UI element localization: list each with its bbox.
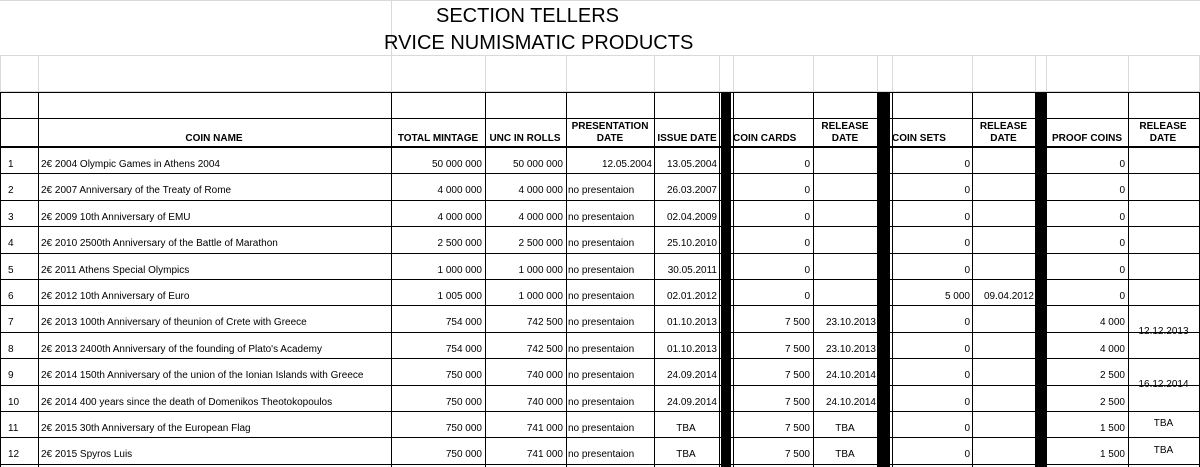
total-mintage-cell: 750 000: [445, 370, 482, 381]
coin-cards-cell: 0: [804, 238, 810, 249]
proof-coins-cell: 0: [1119, 265, 1125, 276]
gridline: [1046, 55, 1047, 93]
row-border: [0, 200, 1200, 201]
issue-date-cell: 25.10.2010: [666, 238, 717, 249]
presentation-date-cell: no presentaion: [568, 370, 635, 381]
presentation-date-cell: no presentaion: [568, 185, 635, 196]
presentation-date-cell: no presentaion: [568, 291, 635, 302]
row-border: [0, 358, 1200, 359]
header-issue-date: ISSUE DATE: [657, 133, 717, 144]
total-mintage-cell: 50 000 000: [431, 159, 482, 170]
issue-date-cell: 01.10.2013: [666, 317, 717, 328]
coin-sets-cell: 0: [964, 449, 970, 460]
coin-name-cell: 2€ 2004 Olympic Games in Athens 2004: [41, 159, 220, 170]
coin-cards-cell: 7 500: [784, 423, 810, 434]
table-border: [0, 92, 1200, 93]
unc-in-rolls-cell: 741 000: [526, 449, 563, 460]
column-border: [38, 147, 39, 467]
coin-cards-cell: 7 500: [784, 344, 810, 355]
issue-date-cell: 30.05.2011: [667, 265, 717, 276]
coin-cards-cell: 7 500: [784, 397, 810, 408]
proof-coins-cell: 1 500: [1099, 423, 1125, 434]
coin-sets-cell: 0: [964, 212, 970, 223]
coin-name-cell: 2€ 2007 Anniversary of the Treaty of Rome: [41, 185, 232, 196]
row-number: 8: [8, 344, 14, 355]
coin-sets-cell: 0: [964, 423, 970, 434]
gridline: [0, 0, 1200, 1]
presentation-date-cell: no presentaion: [568, 397, 635, 408]
coin-name-cell: 2€ 2009 10th Anniversary of EMU: [41, 212, 191, 223]
total-mintage-cell: 750 000: [445, 423, 482, 434]
header-unc-in-rolls: UNC IN ROLLS: [489, 133, 561, 144]
row-number: 10: [8, 397, 20, 408]
row-number: 6: [8, 291, 14, 302]
row-border: [0, 332, 1200, 333]
presentation-date-cell: no presentaion: [568, 449, 635, 460]
coin-cards-cell: 7 500: [784, 449, 810, 460]
page-subtitle: RVICE NUMISMATIC PRODUCTS: [384, 32, 694, 54]
coin-cards-cell: 0: [804, 291, 810, 302]
presentation-date-cell: no presentaion: [568, 317, 635, 328]
proof-coins-cell: 4 000: [1099, 317, 1125, 328]
proof-release-date-cell: TBA: [1153, 445, 1174, 456]
gridline: [0, 55, 1, 93]
coin-cards-cell: 7 500: [784, 370, 810, 381]
column-border: [719, 147, 720, 467]
header-release-date-proof: RELEASE DATE: [1139, 121, 1187, 144]
row-number: 12: [8, 449, 20, 460]
coin-cards-release-cell: 24.10.2014: [825, 370, 876, 381]
row-border: [0, 279, 1200, 280]
coin-cards-cell: 0: [804, 159, 810, 170]
coin-cards-cell: 0: [804, 212, 810, 223]
proof-release-date-cell: TBA: [1153, 418, 1174, 429]
gridline: [485, 55, 486, 93]
unc-in-rolls-cell: 741 000: [526, 423, 563, 434]
issue-date-cell: TBA: [676, 423, 696, 434]
column-border: [566, 147, 567, 467]
proof-release-date-cell: 12.12.2013: [1138, 326, 1189, 337]
proof-release-date-cell: 16.12.2014: [1138, 379, 1189, 390]
row-border: [0, 411, 1200, 412]
proof-coins-cell: 1 500: [1099, 449, 1125, 460]
header-presentation-date: PRESENTATION DATE: [571, 121, 649, 144]
coin-sets-cell: 5 000: [944, 291, 970, 302]
coin-name-cell: 2€ 2011 Athens Special Olympics: [41, 265, 190, 276]
presentation-date-cell: 12.05.2004: [601, 159, 652, 170]
coin-name-cell: 2€ 2010 2500th Anniversary of the Battle of Marathon: [41, 238, 278, 249]
coin-sets-cell: 0: [964, 370, 970, 381]
row-border: [0, 147, 1200, 148]
coin-sets-release-cell: 09.04.2012: [983, 291, 1034, 302]
gridline: [813, 55, 814, 93]
row-border: [0, 385, 1200, 386]
page-title: SECTION TELLERS: [436, 5, 620, 27]
gridline: [719, 55, 720, 93]
issue-date-cell: 01.10.2013: [666, 344, 717, 355]
presentation-date-cell: no presentaion: [568, 344, 635, 355]
proof-coins-cell: 2 500: [1099, 370, 1125, 381]
total-mintage-cell: 750 000: [445, 397, 482, 408]
gridline: [566, 55, 567, 93]
coin-cards-release-cell: TBA: [835, 423, 855, 434]
gridline: [1128, 55, 1129, 93]
row-number: 4: [8, 238, 14, 249]
coin-cards-release-cell: 23.10.2013: [825, 317, 876, 328]
unc-in-rolls-cell: 2 500 000: [518, 238, 563, 249]
total-mintage-cell: 1 000 000: [437, 265, 482, 276]
gridline: [972, 55, 973, 93]
gridline: [877, 55, 878, 93]
row-number: 1: [8, 159, 14, 170]
header-coin-name: COIN NAME: [185, 133, 243, 144]
presentation-date-cell: no presentaion: [568, 212, 635, 223]
coin-name-cell: 2€ 2013 100th Anniversary of theunion of Crete with Greece: [41, 317, 307, 328]
coin-cards-release-cell: 23.10.2013: [825, 344, 876, 355]
issue-date-cell: TBA: [676, 449, 696, 460]
proof-coins-cell: 2 500: [1099, 397, 1125, 408]
row-number: 11: [8, 423, 19, 434]
coin-sets-cell: 0: [964, 397, 970, 408]
unc-in-rolls-cell: 4 000 000: [518, 185, 563, 196]
row-number: 5: [8, 265, 14, 276]
column-border: [813, 147, 814, 467]
gridline: [391, 55, 392, 93]
coin-name-cell: 2€ 2014 150th Anniversary of the union of the Ionian Islands with Greece: [41, 370, 364, 381]
header-coin-sets: COIN SETS: [892, 133, 946, 144]
issue-date-cell: 24.09.2014: [666, 370, 717, 381]
issue-date-cell: 13.05.2004: [666, 159, 717, 170]
proof-coins-cell: 0: [1119, 185, 1125, 196]
coin-name-cell: 2€ 2012 10th Anniversary of Euro: [41, 291, 190, 302]
coin-sets-cell: 0: [964, 265, 970, 276]
header-release-date-sets: RELEASE DATE: [979, 121, 1028, 144]
issue-date-cell: 02.01.2012: [666, 291, 717, 302]
row-number: 3: [8, 212, 14, 223]
coin-sets-cell: 0: [964, 159, 970, 170]
unc-in-rolls-cell: 742 500: [526, 344, 563, 355]
row-border: [0, 226, 1200, 227]
coin-name-cell: 2€ 2014 400 years since the death of Domenikos Theotokopoulos: [41, 397, 333, 408]
total-mintage-cell: 2 500 000: [437, 238, 482, 249]
row-border: [0, 173, 1200, 174]
proof-coins-cell: 4 000: [1099, 344, 1125, 355]
unc-in-rolls-cell: 740 000: [526, 370, 563, 381]
presentation-date-cell: no presentaion: [568, 265, 635, 276]
coin-cards-release-cell: TBA: [835, 449, 855, 460]
column-border: [0, 147, 1, 467]
issue-date-cell: 02.04.2009: [666, 212, 717, 223]
table-border: [0, 118, 1200, 119]
gridline: [733, 55, 734, 93]
total-mintage-cell: 754 000: [445, 317, 482, 328]
proof-coins-cell: 0: [1119, 238, 1125, 249]
column-border: [972, 147, 973, 467]
coin-name-cell: 2€ 2015 Spyros Luis: [41, 449, 133, 460]
coin-cards-cell: 7 500: [784, 317, 810, 328]
row-border: [0, 305, 1200, 306]
unc-in-rolls-cell: 740 000: [526, 397, 563, 408]
presentation-date-cell: no presentaion: [568, 423, 635, 434]
gridline: [0, 55, 1200, 56]
proof-coins-cell: 0: [1119, 212, 1125, 223]
coin-name-cell: 2€ 2015 30th Anniversary of the European Flag: [41, 423, 251, 434]
presentation-date-cell: no presentaion: [568, 238, 635, 249]
unc-in-rolls-cell: 4 000 000: [518, 212, 563, 223]
total-mintage-cell: 4 000 000: [437, 185, 482, 196]
coin-cards-cell: 0: [804, 265, 810, 276]
coin-cards-release-cell: 24.10.2014: [825, 397, 876, 408]
column-separator-bar: [1036, 93, 1046, 467]
header-total-mintage: TOTAL MINTAGE: [397, 133, 479, 144]
table-border: [0, 92, 1, 146]
row-number: 2: [8, 185, 14, 196]
issue-date-cell: 26.03.2007: [666, 185, 717, 196]
unc-in-rolls-cell: 742 500: [526, 317, 563, 328]
total-mintage-cell: 754 000: [445, 344, 482, 355]
row-number: 7: [8, 317, 14, 328]
header-release-date-cards: RELEASE DATE: [821, 121, 869, 144]
unc-in-rolls-cell: 1 000 000: [518, 265, 563, 276]
gridline: [38, 55, 39, 93]
total-mintage-cell: 1 005 000: [437, 291, 482, 302]
total-mintage-cell: 750 000: [445, 449, 482, 460]
total-mintage-cell: 4 000 000: [437, 212, 482, 223]
unc-in-rolls-cell: 50 000 000: [512, 159, 563, 170]
row-border: [0, 464, 1200, 465]
header-proof-coins: PROOF COINS: [1051, 133, 1122, 144]
coin-name-cell: 2€ 2013 2400th Anniversary of the founding of Plato's Academy: [41, 344, 322, 355]
coin-cards-cell: 0: [804, 185, 810, 196]
unc-in-rolls-cell: 1 000 000: [518, 291, 563, 302]
coin-sets-cell: 0: [964, 185, 970, 196]
coin-sets-cell: 0: [964, 238, 970, 249]
gridline: [1035, 55, 1036, 93]
row-border: [0, 253, 1200, 254]
coin-sets-cell: 0: [964, 344, 970, 355]
proof-coins-cell: 0: [1119, 159, 1125, 170]
proof-coins-cell: 0: [1119, 291, 1125, 302]
gridline: [892, 55, 893, 93]
coin-sets-cell: 0: [964, 317, 970, 328]
column-separator-bar: [721, 93, 731, 467]
column-separator-bar: [878, 93, 890, 467]
header-coin-cards: COIN CARDS: [733, 133, 797, 144]
row-number: 9: [8, 370, 14, 381]
gridline: [654, 55, 655, 93]
issue-date-cell: 24.09.2014: [666, 397, 717, 408]
row-border: [0, 437, 1200, 438]
